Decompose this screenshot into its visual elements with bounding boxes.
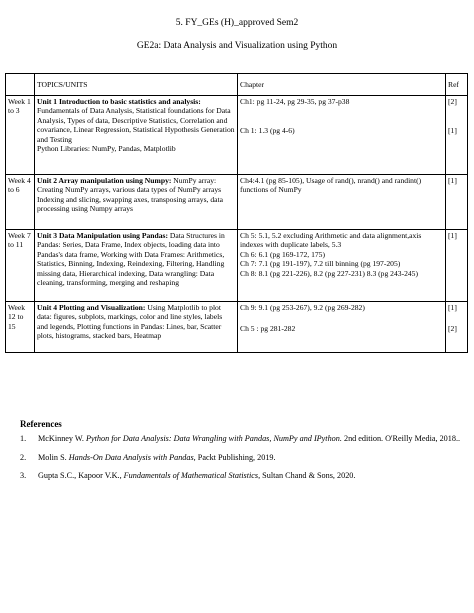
ref-entry: [1] [448,176,457,185]
unit-heading: Unit 1 Introduction to basic statistics and analysis: [37,97,201,106]
reference-authors: Molin S. [38,452,69,462]
reference-details: , Sultan Chand & Sons, 2020. [258,471,356,480]
reference-details: , Packt Publishing, 2019. [193,452,276,462]
ref-cell [446,230,468,302]
chapter-line: Ch 5 : pg 281-282 [240,324,296,334]
table-header-row [6,74,468,96]
ref-cell [446,96,468,175]
topic-cell [35,302,238,353]
chapter-line: Ch 6: 6.1 (pg 169-172, 175) [240,249,326,259]
reference-item [20,452,465,464]
topic-cell [35,175,238,230]
reference-number: 2. [20,452,27,462]
chapter-line: Ch1: pg 11-24, pg 29-35, pg 37-p38 [240,97,350,106]
ref-entry: [1] [448,231,457,240]
chapter-line: Ch 7: 7.1 (pg 191-197), 7.2 till binning (pg 197-205) [240,259,401,269]
week-cell: Week 7 to 11 [6,230,35,302]
reference-item [20,470,465,482]
header-chapter: Chapter [238,74,446,96]
unit-heading: Unit 2 Array manipulation using Numpy: [37,176,172,185]
topic-cell [35,230,238,302]
table-row [6,96,468,175]
unit-extra: Indexing and slicing, swapping axes, transposing arrays, data processing using Numpy arrays [37,194,224,214]
reference-item [20,433,465,445]
table-row [6,175,468,230]
unit-extra: Python Libraries: NumPy, Pandas, Matplotlib [37,144,176,154]
table-row [6,230,468,302]
chapter-cell [238,302,446,353]
week-cell: Week 4 to 6 [6,175,35,230]
reference-authors: Gupta S.C., Kapoor V.K., [38,471,124,480]
chapter-line: Ch 9: 9.1 (pg 253-267), 9.2 (pg 269-282) [240,303,365,312]
reference-number: 3. [20,471,27,480]
ref-cell [446,302,468,353]
unit-body: NumPy array: Creating NumPy arrays, various data types of NumPy arrays [37,176,222,195]
chapter-cell [238,175,446,230]
unit-heading: Unit 3 Data Manipulation using Pandas: [37,231,169,240]
unit-body: Using Matplotlib to plot data: figures, subplots, markings, color and line styles, labels and legends, Plotting functions in Pandas: Lines, bar, Scatter plots, histograms, stacked bars, Heatmap [37,303,223,341]
header-ref: Ref [446,74,468,96]
references-heading: References [20,419,62,429]
syllabus-table [5,73,468,353]
reference-title: Hands-On Data Analysis with Pandas [68,452,194,462]
reference-title: Python for Data Analysis: Data Wrangling with Pandas, NumPy and IPython. [85,434,342,443]
chapter-line: Ch 1: 1.3 (pg 4-6) [240,126,295,136]
chapter-line: Ch 8: 8.1 (pg 221-226), 8.2 (pg 227-231) 8.3 (pg 243-245) [240,268,419,278]
chapter-line: Ch 5: 5.1, 5.2 excluding Arithmetic and data alignment,axis indexes with duplicate labels, 5.3 [240,231,422,250]
ref-cell [446,175,468,230]
ref-entry: [1] [448,126,457,136]
week-cell: Week 12 to 15 [6,302,35,353]
chapter-line: Ch4:4.1 (pg 85-105), Usage of rand(), nrand() and randint() functions of NumPy [240,176,422,195]
chapter-cell [238,230,446,302]
ref-entry: [2] [448,324,457,334]
unit-heading: Unit 4 Plotting and Visualization: [37,303,146,312]
topic-cell [35,96,238,175]
reference-authors: McKinney W. [38,434,86,443]
reference-title: Fundamentals of Mathematical Statistics [123,471,259,480]
week-cell: Week 1 to 3 [6,96,35,175]
unit-body: Fundamentals of Data Analysis, Statistical foundations for Data Analysis, Types of data, Descriptive Statistics, Correlation and covariance, Linear Regression, Statistical Hypothesis Generation and Testing [37,106,235,144]
header-topics: TOPICS/UNITS [35,74,238,96]
unit-body: Data Structures in Pandas: Series, Data Frame, Index objects, loading data into Pandas's data frame, Working with Data Frames: Arithmetics, Statistics, Binning, Indexing, Reindexing, Filtering, Handling missing data, Hierarchical indexing, Data wrangling: Data cleaning, transforming, merging and reshaping [37,231,225,288]
header-week [6,74,35,96]
document-subtitle: GE2a: Data Analysis and Visualization using Python [136,41,338,51]
references-list [20,433,465,489]
chapter-cell [238,96,446,175]
reference-number: 1. [20,434,27,443]
document-title: 5. FY_GEs (H)_approved Sem2 [175,18,299,28]
reference-details: 2nd edition. O'Reilly Media, 2018.. [341,434,461,443]
ref-entry: [1] [448,303,457,312]
table-row [6,302,468,353]
ref-entry: [2] [448,97,457,106]
